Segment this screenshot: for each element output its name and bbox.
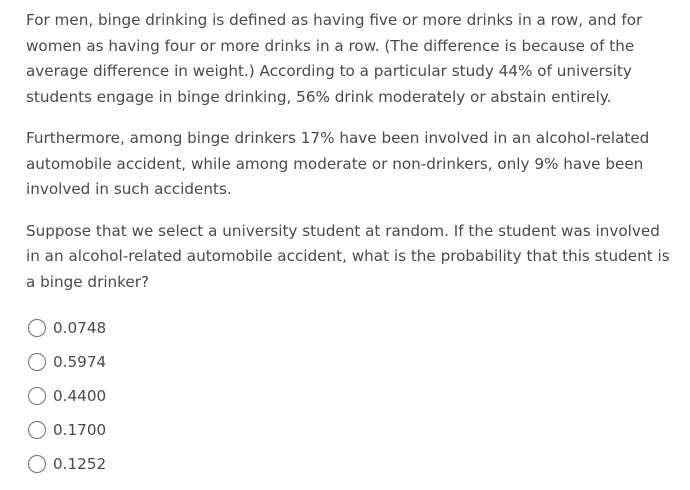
answer-option-label: 0.0748 [53,319,107,337]
answer-option-label: 0.5974 [53,353,107,371]
answer-options [26,311,678,481]
answer-option-label: 0.1700 [53,421,107,439]
radio-button[interactable] [28,421,46,439]
radio-button[interactable] [28,387,46,405]
answer-option-5[interactable] [28,447,678,481]
answer-option-3[interactable] [28,379,678,413]
radio-button[interactable] [28,353,46,371]
radio-button[interactable] [28,319,46,337]
answer-option-label: 0.4400 [53,387,107,405]
question-paragraph-2: Furthermore, among binge drinkers 17% have been involved in an alcohol-related automobile accident, while among moderate or non-drinkers, only 9% have been involved in such accidents. [26,129,650,198]
answer-option-label: 0.1252 [53,455,107,473]
radio-button[interactable] [28,455,46,473]
question-paragraph-3: Suppose that we select a university student at random. If the student was involved in an alcohol-related automobile accident, what is the probability that this student is a binge drinker? [26,221,670,291]
answer-option-1[interactable] [28,311,678,345]
answer-option-4[interactable] [28,413,678,447]
answer-option-2[interactable] [28,345,678,379]
question-paragraph-1: For men, binge drinking is defined as having five or more drinks in a row, and for women as having four or more drinks in a row. (The difference is because of the average difference in weight.) According to a particular study 44% of university students engage in binge drinking, 56% drink moderately or abstain entirely. [26,11,643,106]
